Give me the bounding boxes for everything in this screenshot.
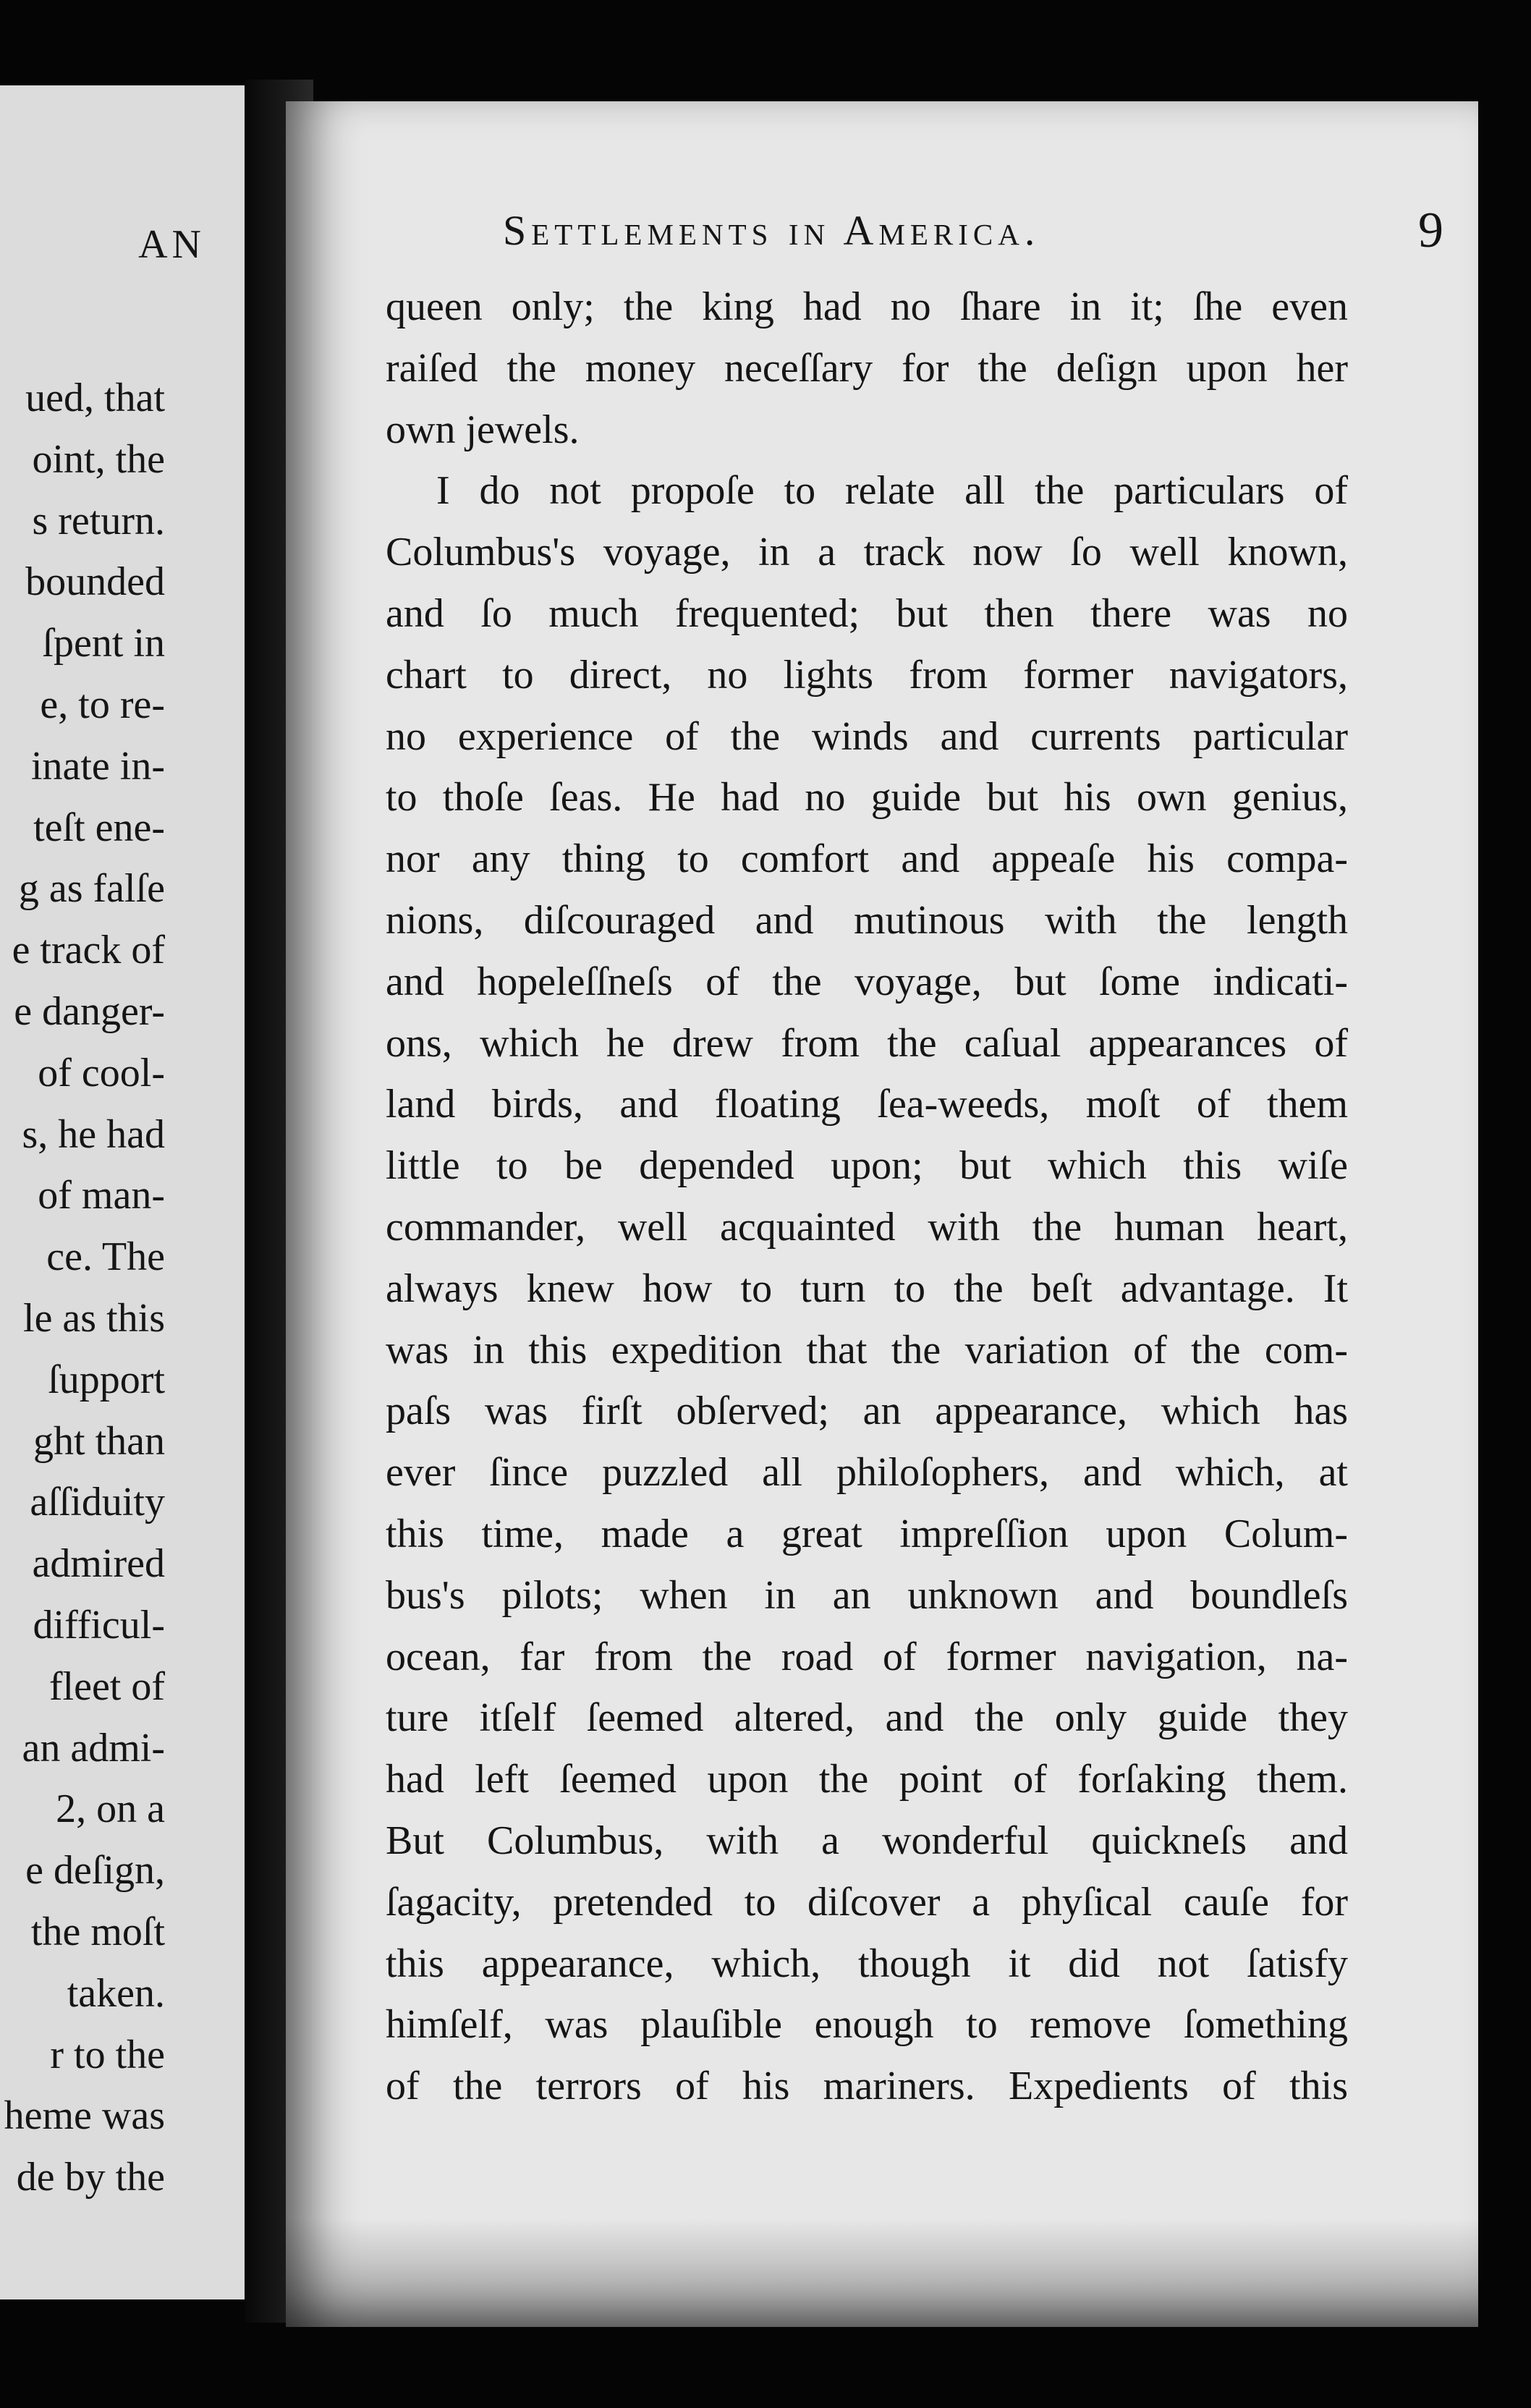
text-line: of the terrors of his mariners. Expedients of this bbox=[386, 2064, 1348, 2109]
facing-page-line: ce. The bbox=[46, 1234, 165, 1280]
facing-page-line: the moſt bbox=[30, 1909, 165, 1954]
text-line: Columbus's voyage, in a track now ſo well known, bbox=[386, 530, 1348, 575]
text-line: nions, diſcouraged and mutinous with the length bbox=[386, 897, 1348, 943]
facing-page-text bbox=[4, 368, 165, 2208]
facing-page-line: heme was bbox=[4, 2093, 165, 2139]
facing-page-line: de by the bbox=[16, 2155, 165, 2200]
facing-page-line: r to the bbox=[50, 2032, 165, 2077]
facing-page-left bbox=[0, 85, 245, 2299]
facing-page-line: teſt ene- bbox=[33, 805, 165, 850]
text-line: this appearance, which, though it did not ſatisfy bbox=[386, 1941, 1348, 1986]
facing-page-line: an admi- bbox=[22, 1725, 165, 1771]
facing-page-line: of cool- bbox=[38, 1050, 165, 1095]
text-line: But Columbus, with a wonderful quickneſs and bbox=[386, 1818, 1348, 1863]
facing-page-line: of man- bbox=[38, 1173, 165, 1218]
text-line: was in this expedition that the variation of the com- bbox=[386, 1327, 1348, 1373]
text-line: bus's pilots; when in an unknown and boundleſs bbox=[386, 1572, 1348, 1618]
text-line: and ſo much frequented; but then there was no bbox=[386, 590, 1348, 636]
text-line: ons, which he drew from the caſual appearances of bbox=[386, 1020, 1348, 1066]
body-text bbox=[386, 276, 1348, 2117]
text-line: own jewels. bbox=[386, 407, 580, 452]
book-page bbox=[286, 101, 1478, 2327]
facing-page-line: ued, that bbox=[25, 376, 165, 420]
text-line: little to be depended upon; but which this wiſe bbox=[386, 1143, 1348, 1189]
text-line: commander, well acquainted with the human heart, bbox=[386, 1204, 1348, 1250]
facing-page-line: ſupport bbox=[48, 1357, 165, 1402]
facing-page-line: 2, on a bbox=[56, 1786, 165, 1832]
page-bottom-shadow bbox=[286, 2218, 1478, 2327]
facing-page-line: e danger- bbox=[14, 988, 165, 1034]
text-line: no experience of the winds and currents particular bbox=[386, 713, 1348, 759]
text-line: ture itſelf ſeemed altered, and the only guide they bbox=[386, 1695, 1348, 1741]
facing-page-line: ſpent in bbox=[42, 621, 165, 666]
facing-page-line: aſſiduity bbox=[30, 1480, 165, 1525]
facing-page-line: oint, the bbox=[32, 436, 165, 482]
facing-page-line: inate in- bbox=[30, 743, 165, 789]
text-line: land birds, and floating ſea-weeds, moſt of them bbox=[386, 1082, 1348, 1127]
text-line: had left ſeemed upon the point of forſaking them. bbox=[386, 1757, 1348, 1802]
text-line: raiſed the money neceſſary for the deſign upon her bbox=[386, 345, 1348, 391]
text-line: always knew how to turn to the beſt advantage. It bbox=[386, 1266, 1348, 1311]
text-line: and hopeleſſneſs of the voyage, but ſome indicati- bbox=[386, 959, 1348, 1004]
facing-page-line: le as this bbox=[23, 1295, 165, 1341]
facing-page-line: admired bbox=[32, 1541, 165, 1587]
facing-page-line: fleet of bbox=[48, 1663, 165, 1709]
text-line: chart to direct, no lights from former navigators, bbox=[386, 652, 1348, 698]
text-line: himſelf, was plauſible enough to remove ſomething bbox=[386, 2002, 1348, 2048]
text-line: nor any thing to comfort and appeaſe his compa- bbox=[386, 836, 1348, 882]
running-head bbox=[503, 203, 1501, 271]
facing-page-line: ght than bbox=[33, 1418, 165, 1464]
facing-page-line: e, to re- bbox=[40, 682, 165, 727]
facing-page-line: g as falſe bbox=[18, 866, 165, 912]
text-line: ocean, far from the road of former navigation, na- bbox=[386, 1634, 1348, 1679]
text-line: this time, made a great impreſſion upon Colum- bbox=[386, 1511, 1348, 1556]
text-line: ſagacity, pretended to diſcover a phyſical cauſe for bbox=[386, 1879, 1348, 1925]
text-line: paſs was firſt obſerved; an appearance, which has bbox=[386, 1389, 1348, 1434]
facing-page-line: taken. bbox=[67, 1970, 165, 2016]
facing-page-line: e track of bbox=[12, 928, 165, 973]
facing-page-line: s return. bbox=[32, 498, 165, 543]
facing-page-line: bounded bbox=[25, 559, 165, 605]
facing-page-running-head: AN bbox=[138, 222, 205, 267]
page-number: 9 bbox=[1418, 203, 1443, 258]
text-line: ever ſince puzzled all philoſophers, and which, at bbox=[386, 1450, 1348, 1496]
running-title: Settlements in America. bbox=[503, 207, 1040, 254]
text-line: I do not propoſe to relate all the particulars of bbox=[436, 468, 1348, 514]
text-line: to thoſe ſeas. He had no guide but his own genius, bbox=[386, 775, 1348, 821]
text-line: queen only; the king had no ſhare in it; ſhe even bbox=[386, 284, 1348, 329]
facing-page-line: e deſign, bbox=[25, 1848, 165, 1894]
facing-page-line: s, he had bbox=[22, 1111, 165, 1157]
facing-page-line: difficul- bbox=[33, 1602, 165, 1648]
